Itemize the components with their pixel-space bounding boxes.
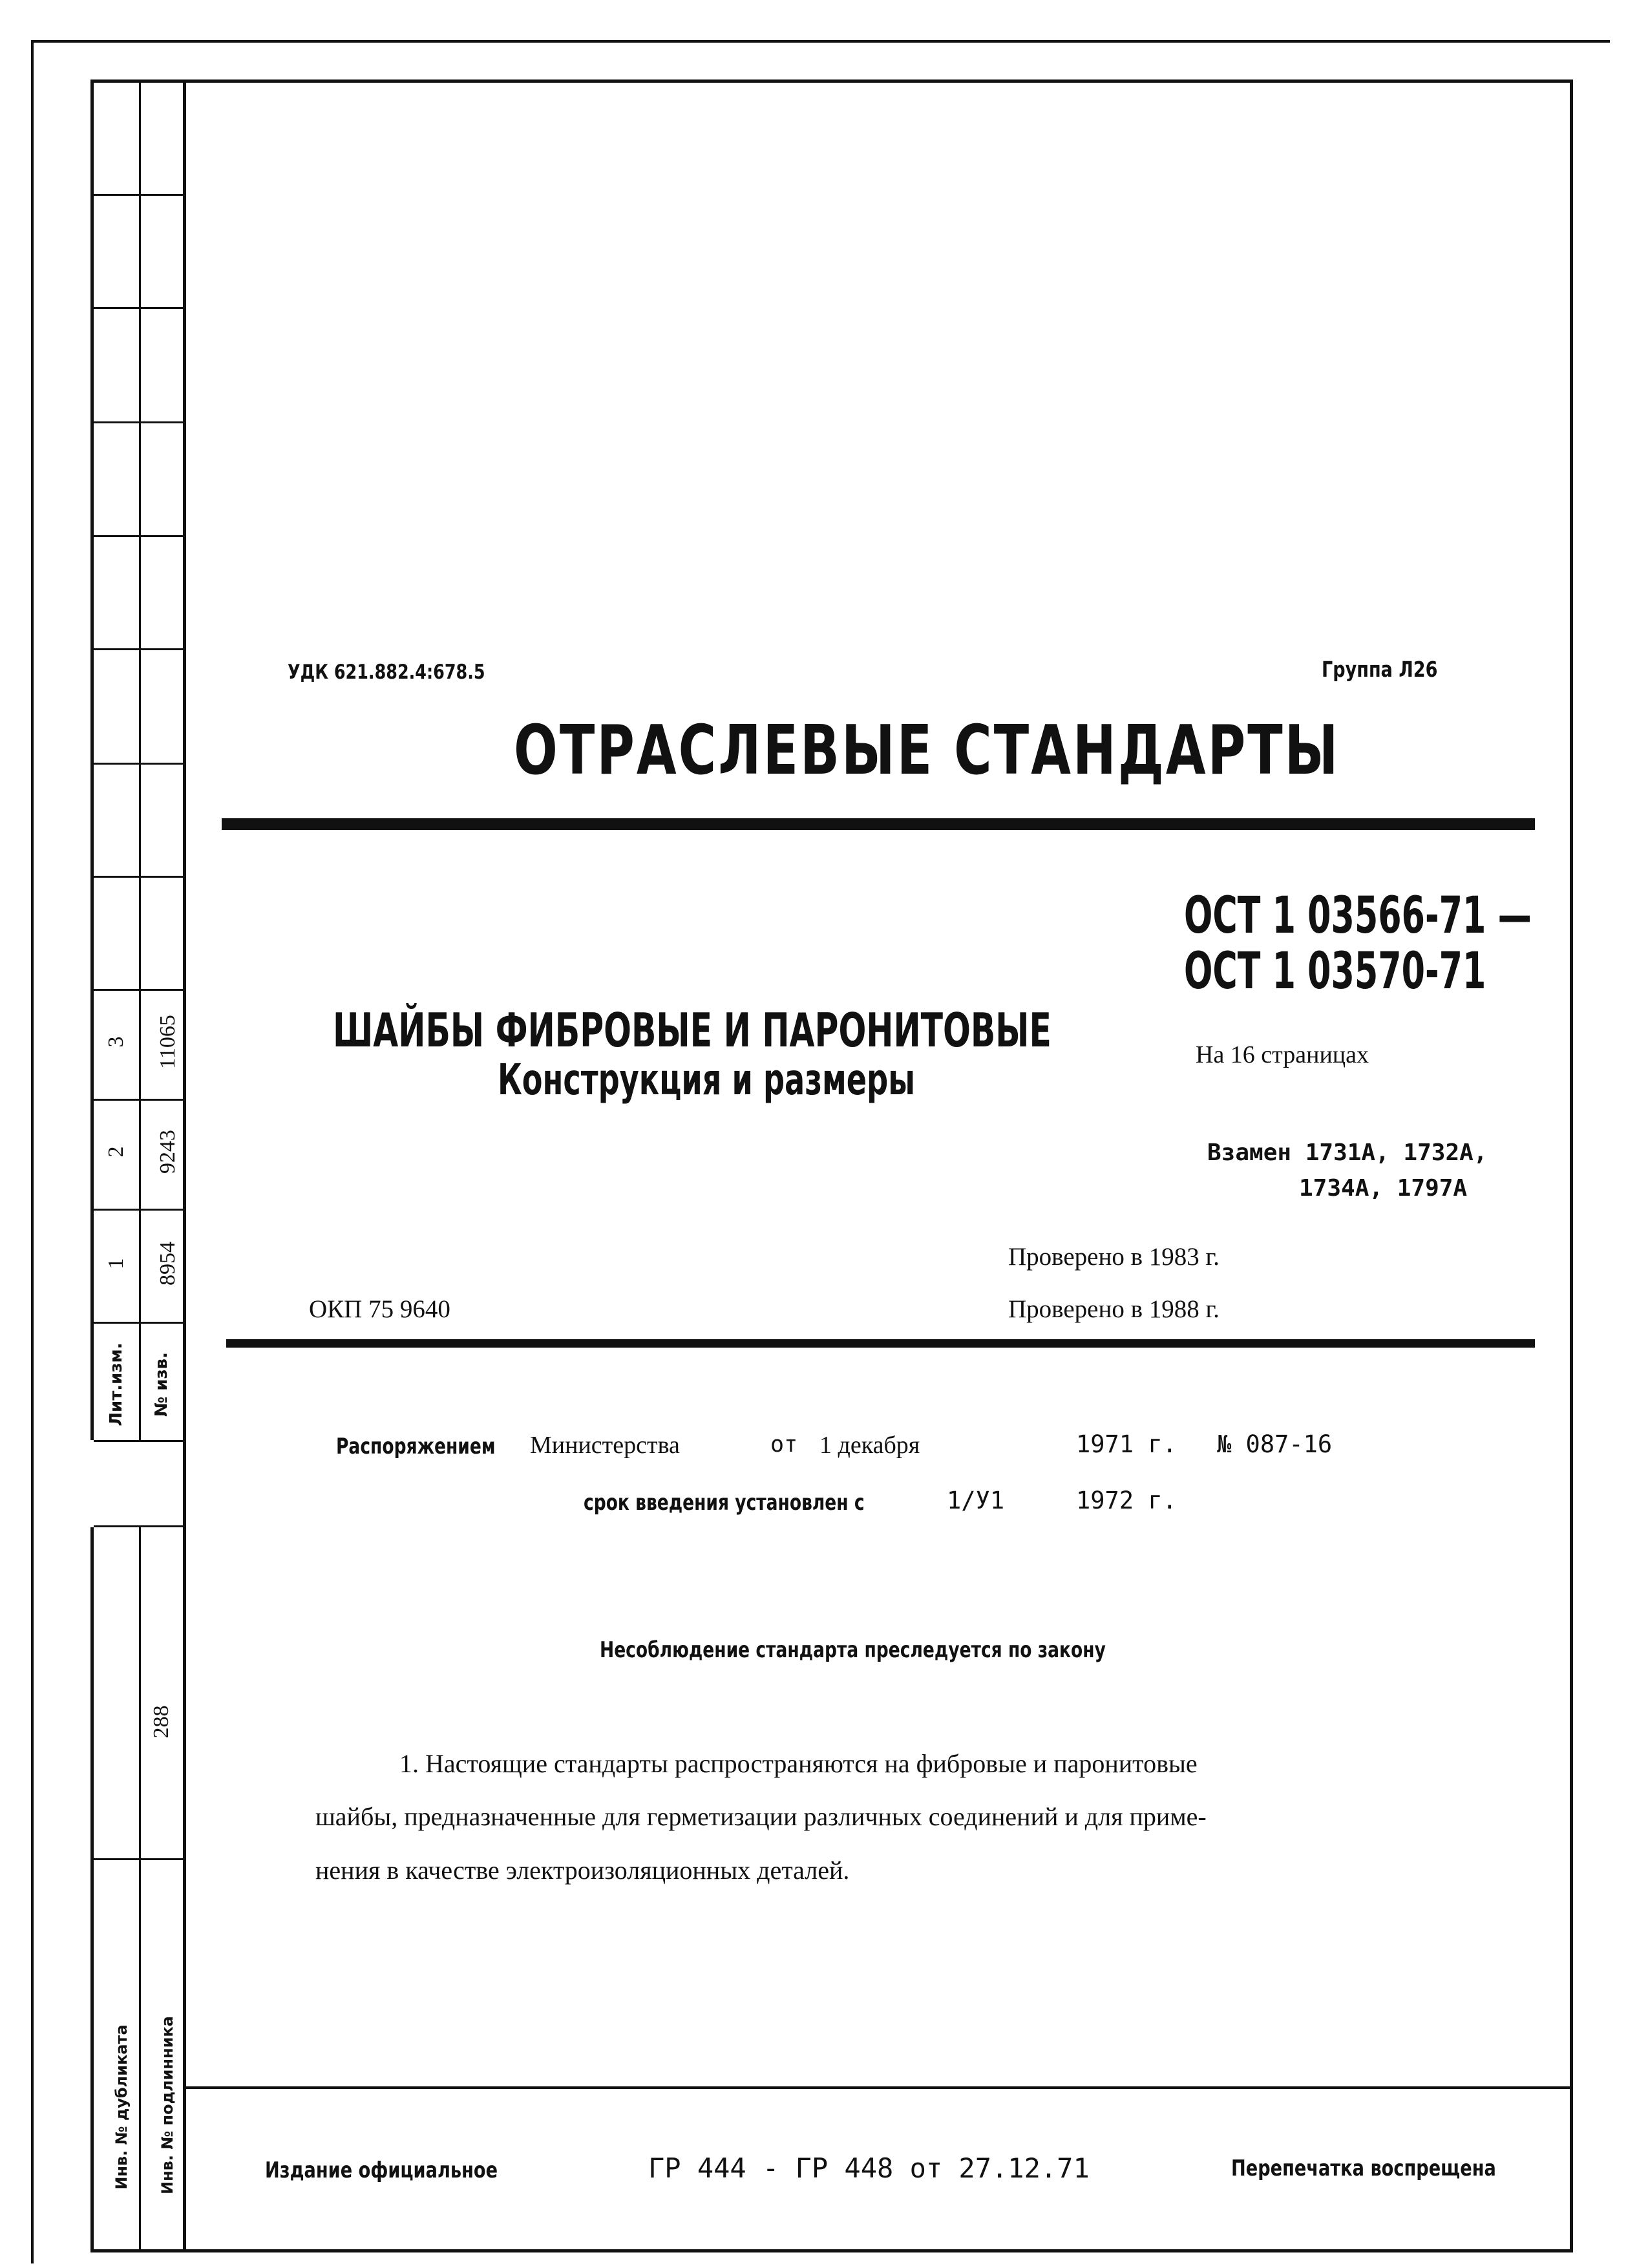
order-year: 1971 г. (1076, 1430, 1177, 1458)
page-title: ОТРАСЛЕВЫЕ СТАНДАРТЫ (514, 711, 1340, 790)
checked-1983: Проверено в 1983 г. (1008, 1243, 1220, 1271)
order-label: Распоряжением (336, 1434, 496, 1459)
legal-notice: Несоблюдение стандарта преследуется по закону (600, 1637, 1106, 1663)
change-label: Лит.изм. (107, 1342, 126, 1426)
strip-grid-line (90, 1209, 185, 1211)
term-year: 1972 г. (1076, 1487, 1177, 1514)
strip-grid-line (90, 535, 185, 537)
strip-grid-line (90, 876, 185, 878)
strip-grid-line (90, 1858, 185, 1860)
strip-middle-divider-lower (139, 1525, 141, 2252)
group-code: Группа Л26 (1322, 657, 1438, 682)
strip-grid-line (90, 421, 185, 423)
product-subtitle: Конструкция и размеры (498, 1055, 915, 1105)
strip-grid-line (90, 1322, 185, 1324)
strip-grid-line (90, 307, 185, 309)
order-ministry: Министерства (530, 1432, 680, 1459)
strip-grid-line (90, 989, 185, 991)
body-line-2: шайбы, предназначенные для герметизации различных соединений и для приме- (315, 1802, 1207, 1831)
body-line-3: нения в качестве электроизоляционных деталей. (315, 1856, 850, 1885)
change-doc-1: 8954 (156, 1242, 180, 1286)
inner-frame-top (90, 79, 1573, 83)
order-date: 1 декабря (819, 1432, 920, 1459)
orig-value: 288 (149, 1705, 173, 1739)
replaces-line1: Взамен 1731А, 1732А, (1207, 1139, 1488, 1166)
change-doc-3: 11065 (156, 1015, 180, 1069)
strip-middle-divider (139, 79, 141, 1441)
inner-frame-left-strip (90, 79, 94, 2252)
inner-frame-bottom (90, 2249, 1573, 2252)
dup-label: Инв. № дубликата (112, 2024, 131, 2190)
orig-label: Инв. № подлинника (158, 2016, 176, 2194)
strip-grid-line (90, 1525, 185, 1527)
checked-1988: Проверено в 1988 г. (1008, 1295, 1220, 1323)
replaces-line2: 1734А, 1797А (1299, 1175, 1468, 1202)
change-lit-2: 2 (104, 1146, 128, 1158)
reprint-notice: Перепечатка воспрещена (1231, 2156, 1496, 2181)
product-title: ШАЙБЫ ФИБРОВЫЕ И ПАРОНИТОВЫЕ (333, 1003, 1051, 1057)
ost-range-line1: ОСТ 1 03566-71 — (1184, 887, 1532, 945)
strip-grid-line (90, 763, 185, 765)
order-number: № 087-16 (1217, 1430, 1333, 1458)
strip-grid-line (90, 648, 185, 650)
change-lit-3: 3 (104, 1036, 128, 1048)
order-thick-rule (226, 1339, 1535, 1348)
strip-grid-line (90, 1440, 185, 1442)
header-thick-rule (222, 818, 1535, 830)
term-date: 1/У1 (947, 1487, 1005, 1514)
doc-label: № изв. (152, 1352, 171, 1417)
udk-code: УДК 621.882.4:678.5 (288, 661, 485, 684)
edition-label: Издание официальное (265, 2157, 498, 2183)
order-from: от (770, 1432, 798, 1457)
change-lit-1: 1 (104, 1258, 128, 1269)
outer-frame-left (31, 40, 34, 2263)
footer-rule (183, 2086, 1573, 2089)
outer-frame-top (31, 40, 1610, 43)
okp-code: ОКП 75 9640 (309, 1295, 450, 1323)
strip-block-gap-left (90, 1440, 94, 1527)
strip-grid-line (90, 194, 185, 196)
body-line-1: 1. Настоящие стандарты распространяются на фибровые и паронитовые (399, 1749, 1198, 1778)
term-label: срок введения установлен с (584, 1490, 865, 1516)
inner-frame-left (183, 79, 186, 2252)
ost-range-line2: ОСТ 1 03570-71 (1184, 942, 1486, 1001)
page-count: На 16 страницах (1196, 1041, 1369, 1068)
gr-registration: ГР 444 - ГР 448 от 27.12.71 (648, 2152, 1090, 2184)
change-doc-2: 9243 (156, 1130, 180, 1174)
inner-frame-right (1570, 79, 1573, 2252)
strip-grid-line (90, 1099, 185, 1101)
